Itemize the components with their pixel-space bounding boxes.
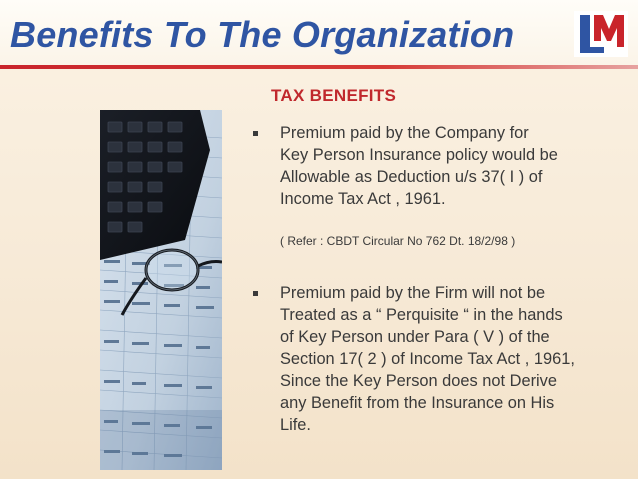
bullet-1-text (280, 122, 558, 210)
bullet-2-line: Premium paid by the Firm will not be (280, 284, 546, 302)
bullet-2-line: Life. (280, 416, 311, 434)
square-bullet-icon (253, 291, 258, 296)
bullet-2-line: Since the Key Person does not Derive (280, 372, 557, 390)
bullet-1-line: Allowable as Deduction u/s 37( I ) of (280, 168, 543, 186)
bullet-2-line: any Benefit from the Insurance on His (280, 394, 555, 412)
bullet-1-line: Key Person Insurance policy would be (280, 146, 558, 164)
circular-reference: ( Refer : CBDT Circular No 762 Dt. 18/2/98 ) (280, 234, 516, 248)
slide-title: Benefits To The Organization (10, 14, 515, 55)
bullet-2-line: Section 17( 2 ) of Income Tax Act , 1961, (280, 350, 575, 368)
title-divider (0, 65, 638, 69)
spreadsheet-calculator-glasses-photo (100, 110, 222, 470)
square-bullet-icon (253, 131, 258, 136)
bullet-2-text (280, 282, 575, 436)
bullet-1-line: Income Tax Act , 1961. (280, 190, 446, 208)
bullet-1-line: Premium paid by the Company for (280, 124, 529, 142)
section-heading: TAX BENEFITS (271, 86, 397, 105)
bullet-2-line: of Key Person under Para ( V ) of the (280, 328, 550, 346)
lm-logo-icon (574, 11, 628, 57)
bullet-2-line: Treated as a “ Perquisite “ in the hands (280, 306, 563, 324)
